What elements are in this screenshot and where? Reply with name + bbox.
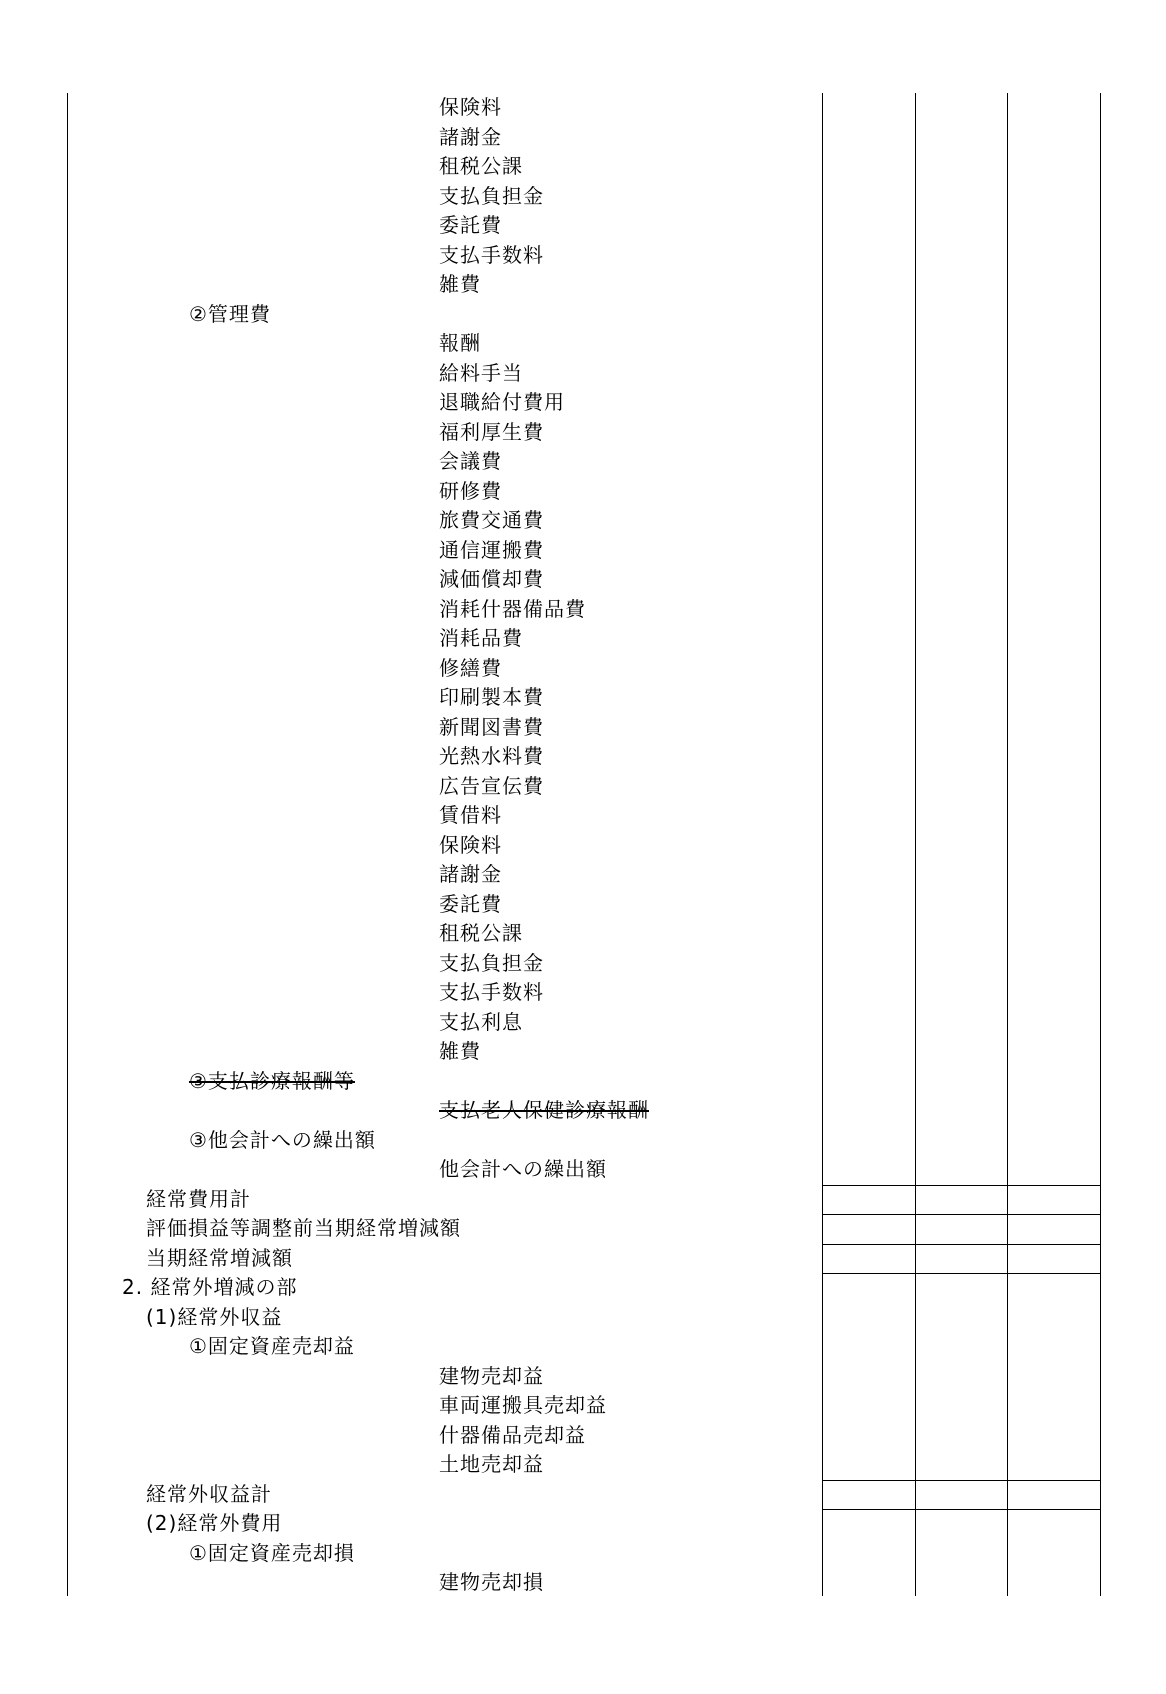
subtotal-rule-top	[822, 1244, 1101, 1245]
line-item-label: 諸謝金	[439, 862, 502, 886]
line-item-label: 委託費	[439, 213, 502, 237]
line-item-label: 印刷製本費	[439, 685, 544, 709]
subtotal-rule-top	[822, 1480, 1101, 1481]
line-item-label: 広告宣伝費	[439, 773, 544, 798]
line-item-label: 2. 経常外増減の部	[122, 1275, 298, 1299]
line-item-label: 減価償却費	[439, 567, 544, 591]
line-item-label: 支払利息	[439, 1009, 523, 1034]
line-item-label: 福利厚生費	[439, 419, 544, 444]
line-item-label: 雑費	[439, 1039, 481, 1063]
line-item-label: 給料手当	[439, 360, 523, 385]
line-item-label: 会議費	[439, 449, 502, 473]
line-item-label: 他会計への繰出額	[439, 1157, 607, 1181]
subtotal-row-label: 経常費用計	[146, 1186, 251, 1211]
line-item-label: 土地売却益	[439, 1452, 544, 1476]
line-item-label: 賃借料	[439, 803, 502, 827]
line-item-label: ③他会計への繰出額	[189, 1127, 376, 1152]
line-item-label: 退職給付費用	[439, 390, 565, 414]
line-item-label: 研修費	[439, 478, 502, 503]
line-item-label: 消耗什器備品費	[439, 596, 586, 621]
line-item-label: 消耗品費	[439, 626, 523, 650]
line-item-label: 支払負担金	[439, 950, 544, 975]
line-item-label: 建物売却損	[439, 1570, 544, 1594]
line-item-label: ③支払診療報酬等	[189, 1068, 355, 1093]
subtotal-row-label: 評価損益等調整前当期経常増減額	[146, 1216, 461, 1240]
line-item-label: ①固定資産売却損	[189, 1540, 355, 1565]
column-divider-1	[822, 93, 823, 1596]
line-item-label: 支払手数料	[439, 980, 544, 1004]
line-item-label: 通信運搬費	[439, 537, 544, 562]
line-item-label: 支払負担金	[439, 183, 544, 208]
column-divider-2	[915, 93, 916, 1596]
line-item-label: (1)経常外収益	[146, 1304, 283, 1329]
subtotal-row-label: 当期経常増減額	[146, 1245, 293, 1270]
line-item-label: 光熱水料費	[439, 744, 544, 768]
line-item-label: 保険料	[439, 832, 502, 857]
right-border-line	[1100, 93, 1101, 1596]
line-item-label: 什器備品売却益	[439, 1422, 586, 1447]
left-border-line	[67, 93, 68, 1596]
subtotal-rule-top	[822, 1214, 1101, 1215]
line-item-label: 租税公課	[439, 154, 523, 178]
subtotal-row-label: 経常外収益計	[146, 1481, 272, 1506]
line-item-label: 支払手数料	[439, 242, 544, 267]
line-item-label: 委託費	[439, 891, 502, 916]
line-item-label: 雑費	[439, 272, 481, 296]
line-item-label: 建物売却益	[439, 1363, 544, 1388]
subtotal-rule-top	[822, 1185, 1101, 1186]
subtotal-rule-bottom	[822, 1509, 1101, 1510]
subtotal-rule-bottom	[822, 1273, 1101, 1274]
line-item-label: 修繕費	[439, 655, 502, 680]
line-item-label: (2)経常外費用	[146, 1511, 283, 1535]
line-item-label: 保険料	[439, 95, 502, 119]
line-item-label: 旅費交通費	[439, 508, 544, 532]
column-divider-3	[1007, 93, 1008, 1596]
line-item-label: ①固定資産売却益	[189, 1334, 355, 1358]
line-item-label: 支払老人保健診療報酬	[439, 1098, 649, 1122]
line-item-label: 諸謝金	[439, 124, 502, 149]
line-item-label: 報酬	[439, 331, 481, 355]
line-item-label: 車両運搬具売却益	[439, 1393, 607, 1417]
line-item-label: 租税公課	[439, 921, 523, 945]
line-item-label: 新聞図書費	[439, 714, 544, 739]
line-item-label: ②管理費	[189, 301, 271, 326]
